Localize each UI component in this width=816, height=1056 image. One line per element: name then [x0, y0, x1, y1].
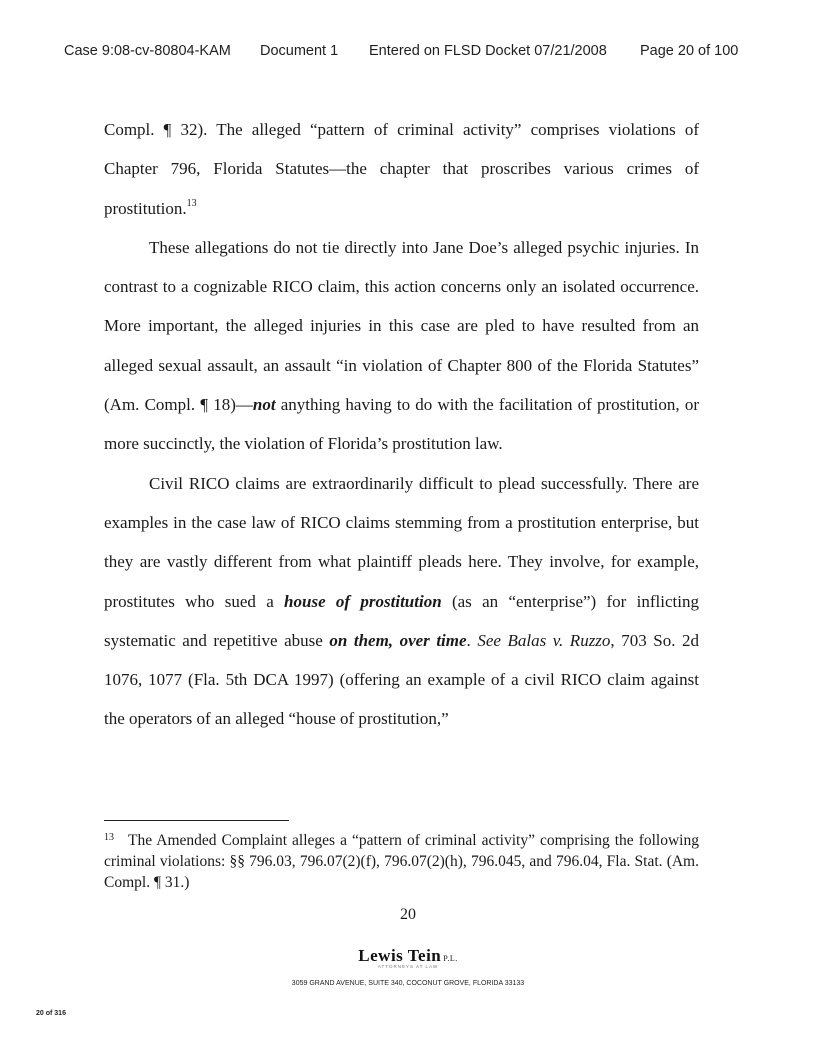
footnote — [104, 827, 699, 893]
firm-logo — [0, 946, 816, 969]
body-text — [104, 110, 699, 739]
case-number: Case 9:08-cv-80804-KAM — [64, 43, 231, 59]
docket-entry: Entered on FLSD Docket 07/21/2008 — [369, 43, 607, 59]
firm-name: Lewis Tein — [358, 946, 442, 965]
page-of-total: Page 20 of 100 — [640, 43, 739, 59]
bates-stamp: 20 of 316 — [36, 1010, 66, 1017]
emphasis-on-them: on them, over time — [329, 630, 467, 650]
firm-tagline: ATTORNEYS AT LAW — [377, 964, 439, 969]
footnote-number: 13 — [104, 832, 114, 843]
emphasis-house: house of prostitution — [284, 591, 442, 611]
paragraph-3: Civil RICO claims are extraordinarily difficult to plead successfully. There are examples in the case law of RICO claims stemming from a prostitution enterprise, but they are vastly different from what plaintiff pleads here. They involve, for example, prostitutes who sued a house of prostitution (as an “enterprise”) for inflicting systematic and repetitive abuse on them, over time. See Balas v. Ruzzo, 703 So. 2d 1076, 1077 (Fla. 5th DCA 1997) (offering an example of a civil RICO claim against the operators of an alleged “house of prostitution,” — [104, 473, 699, 729]
footnote-divider — [104, 820, 289, 821]
paragraph-2: These allegations do not tie directly into Jane Doe’s alleged psychic injuries. In contrast to a cognizable RICO claim, this action concerns only an isolated occurrence. More important, the alleged injuries in this case are pled to have resulted from an alleged sexual assault, an assault “in violation of Chapter 800 of the Florida Statutes” (Am. Compl. ¶ 18)—not anything having to do with the facilitation of prostitution, or more succinctly, the violation of Florida’s prostitution law. — [104, 237, 700, 454]
case-citation: See Balas v. Ruzzo — [477, 630, 611, 650]
emphasis-not: not — [252, 395, 276, 415]
firm-suffix: P.L. — [443, 954, 458, 963]
page-number: 20 — [400, 906, 416, 923]
paragraph-1: Compl. ¶ 32). The alleged “pattern of criminal activity” comprises violations of Chapter 796, Florida Statutes—the chapter that proscribes various crimes of prostitution.$^{13}$ — [104, 120, 699, 218]
footnote-ref: 13 — [186, 197, 197, 209]
document-number: Document 1 — [260, 43, 339, 59]
firm-address: 3059 GRAND AVENUE, SUITE 340, COCONUT GROVE, FLORIDA 33133 — [291, 980, 525, 987]
footnote-text: The Amended Complaint alleges a “pattern of criminal activity” comprising the following criminal violations: §§ 796.03, 796.07(2)(f), 796.07(2)(h), 796.045, and 796.04, Fla. Stat. (Am. Compl. ¶ 31.) — [104, 832, 699, 891]
